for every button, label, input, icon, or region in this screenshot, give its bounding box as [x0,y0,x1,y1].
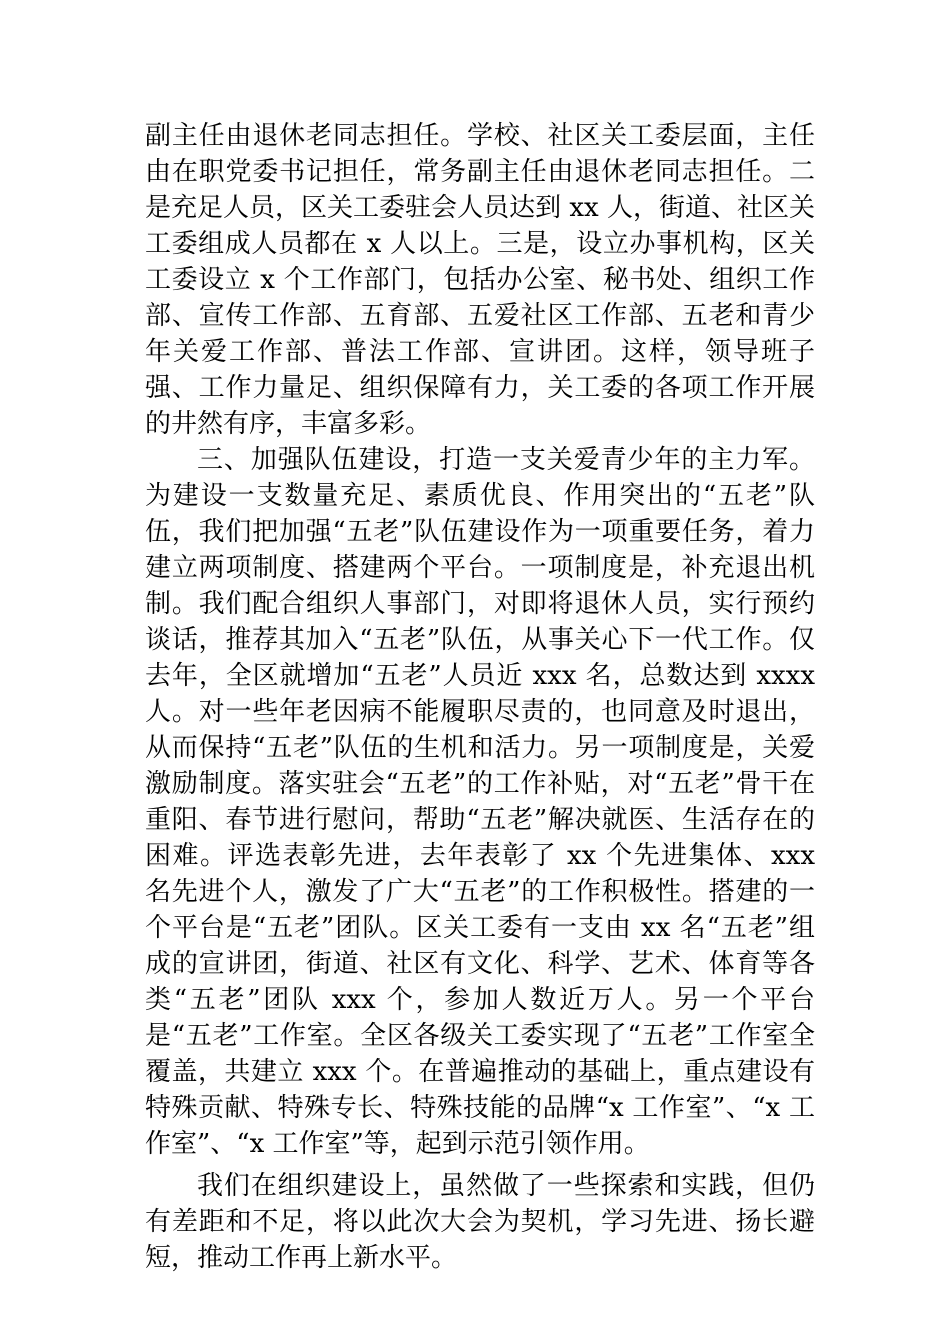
paragraph-conclusion: 我们在组织建设上，虽然做了一些探索和实践，但仍有差距和不足，将以此次大会为契机，学习先进、扬长避短，推动工作再上新水平。 [145,1171,815,1273]
paragraph-organization-structure: 副主任由退休老同志担任。学校、社区关工委层面，主任由在职党委书记担任，常务副主任由退休老同志担任。二是充足人员，区关工委驻会人员达到 xx 人，街道、社区关工委组成人员都在 x 人以上。三是，设立办事机构，区关工委设立 x 个工作部门，包括办公室、秘书处、组织工作部、宣传工作部、五育部、五爱社区工作部、五老和青少年关爱工作部、普法工作部、宣讲团。这样，领导班子强、工作力量足、组织保障有力，关工委的各项工作开展的井然有序，丰富多彩。 [145,121,815,439]
paragraph-team-building: 三、加强队伍建设，打造一支关爱青少年的主力军。为建设一支数量充足、素质优良、作用突出的“五老”队伍，我们把加强“五老”队伍建设作为一项重要任务，着力建立两项制度、搭建两个平台。一项制度是，补充退出机制。我们配合组织人事部门，对即将退休人员，实行预约谈话，推荐其加入“五老”队伍，从事关心下一代工作。仅去年，全区就增加“五老”人员近 xxx 名，总数达到 xxxx 人。对一些年老因病不能履职尽责的，也同意及时退出，从而保持“五老”队伍的生机和活力。另一项制度是，关爱激励制度。落实驻会“五老”的工作补贴，对“五老”骨干在重阳、春节进行慰问，帮助“五老”解决就医、生活存在的困难。评选表彰先进，去年表彰了 xx 个先进集体、xxx 名先进个人，激发了广大“五老”的工作积极性。搭建的一个平台是“五老”团队。区关工委有一支由 xx 名“五老”组成的宣讲团，街道、社区有文化、科学、艺术、体育等各类“五老”团队 xxx 个，参加人数近万人。另一个平台是“五老”工作室。全区各级关工委实现了“五老”工作室全覆盖，共建立 xxx 个。在普遍推动的基础上，重点建设有特殊贡献、特殊专长、特殊技能的品牌“x 工作室”、“x 工作室”、“x 工作室”等，起到示范引领作用。 [145,445,815,1159]
document-body [145,118,815,1276]
